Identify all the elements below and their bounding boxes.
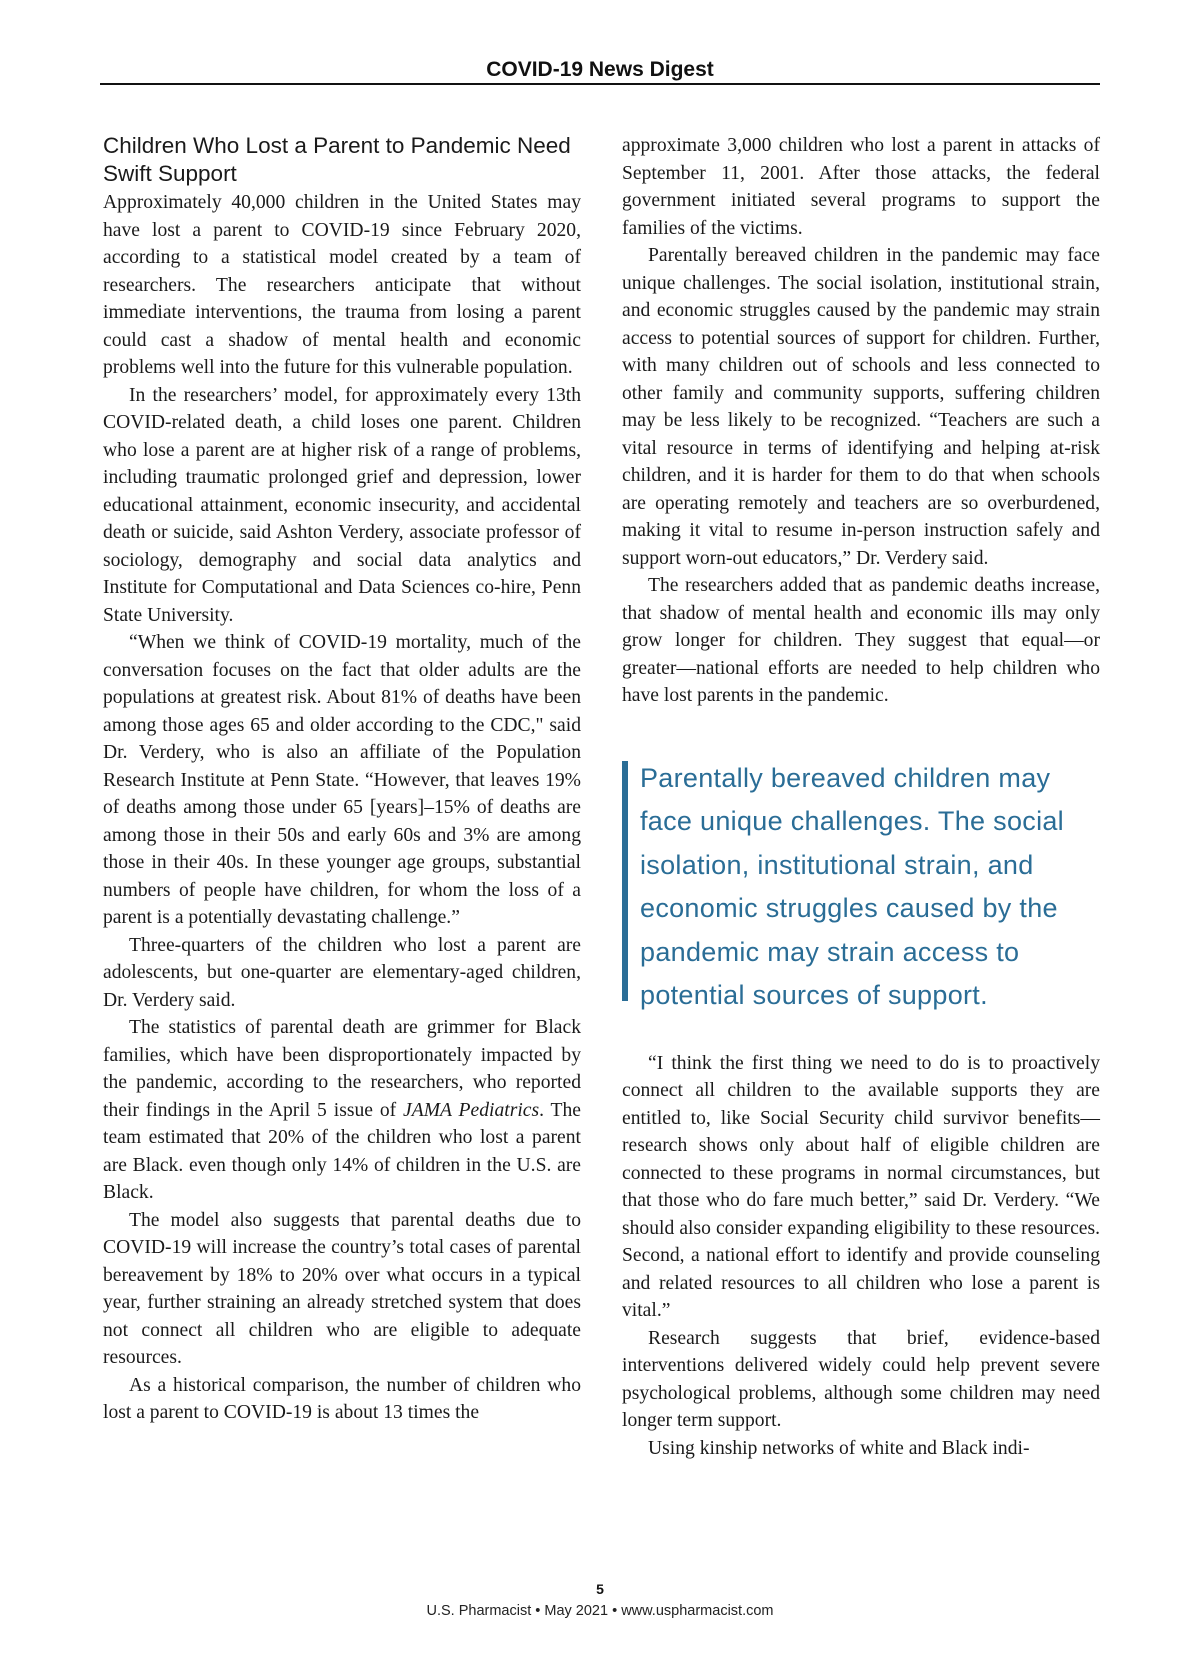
pull-quote-bar — [622, 761, 628, 1001]
article-paragraph: In the researchers’ model, for approximately every 13th COVID-related death, a child loses one parent. Children who lose a parent are at higher risk of a range of problems, including traumatic prolonged grief and depression, lower educational attainment, economic insecurity, and accidental death or suicide, said Ashton Verdery, associate professor of sociology, demography and social data analytics and Institute for Computational and Data Sciences co-hire, Penn State University. — [103, 384, 581, 626]
pull-quote-text: Parentally bereaved children may face unique challenges. The social isolation, institutional strain, and economic struggles caused by the pandemic may strain access to potential sources of support. — [640, 762, 1064, 1010]
article-paragraph: Three-quarters of the children who lost a parent are adolescents, but one-quarter are elementary-aged children, Dr. Verdery said. — [103, 934, 581, 1011]
article-paragraph: “When we think of COVID-19 mortality, much of the conversation focuses on the fact that older adults are the populations at greatest risk. About 81% of deaths have been among those ages 65 and older according to the CDC," said Dr. Verdery, who is also an affiliate of the Population Research Institute at Penn State. “However, that leaves 19% of deaths among those under 65 [years]–15% of deaths are among those in their 50s and early 60s and 3% are among those in their 40s. In these younger age groups, substantial numbers of people have children, for whom the loss of a parent is a potentially devastating challenge.” — [103, 632, 581, 928]
article-title: Children Who Lost a Parent to Pandemic Need Swift Support — [103, 133, 571, 186]
pull-quote — [622, 757, 1100, 1018]
article-paragraph: Research suggests that brief, evidence-based interventions delivered widely could help prevent severe psychological problems, although some children may need longer term support. — [622, 1327, 1100, 1431]
paragraph-text: . The team estimated that 20% of the children who lost a parent are Black. even though only 14% of children in the U.S. are Black. — [103, 1099, 581, 1203]
paragraph-text: The statistics of parental death are grimmer for Black families, which have been disproportionately impacted by the pandemic, according to the researchers, who reported their findings in the April 5 issue of — [103, 1017, 581, 1121]
article-paragraph: “I think the first thing we need to do is to proactively connect all children to the available supports they are entitled to, like Social Security child survivor benefits—research shows only about half of eligible children are connected to these programs in normal circumstances, but that those who do fare much better,” said Dr. Verdery. “We should also consider expanding eligibility to these resources. Second, a national effort to identify and provide counseling and related resources to all children who lose a parent is vital.” — [622, 1052, 1100, 1321]
article-paragraph: Parentally bereaved children in the pandemic may face unique challenges. The social isolation, institutional strain, and economic struggles caused by the pandemic may strain access to potential sources of support for children. Further, with many children out of schools and less connected to other family and community supports, suffering children may be less likely to be recognized. “Teachers are such a vital resource in terms of identifying and helping at-risk children, and it is harder for them to do that when schools are operating remotely and teachers are so overburdened, making it vital to resume in-person instruction safely and support worn-out educators,” Dr. Verdery said. — [622, 245, 1100, 569]
article-paragraph: Using kinship networks of white and Black indi- — [648, 1437, 1030, 1459]
publication-header-title: COVID-19 News Digest — [486, 58, 714, 81]
article-paragraph: As a historical comparison, the number of children who lost a parent to COVID-19 is about 13 times the — [103, 1374, 581, 1423]
left-column — [103, 132, 581, 1427]
article-paragraph: approximate 3,000 children who lost a parent in attacks of September 11, 2001. After those attacks, the federal government initiated several programs to support the families of the victims. — [622, 135, 1100, 239]
article-paragraph: Approximately 40,000 children in the United States may have lost a parent to COVID-19 since February 2020, according to a statistical model created by a team of researchers. The researchers anticipate that without immediate interventions, the trauma from losing a parent could cast a shadow of mental health and economic problems well into the future for this vulnerable population. — [103, 192, 581, 378]
right-column — [622, 132, 1100, 1462]
article-paragraph: The researchers added that as pandemic deaths increase, that shadow of mental health and economic ills may only grow longer for children. They suggest that equal—or greater—national efforts are needed to help children who have lost parents in the pandemic. — [622, 575, 1100, 706]
journal-name: JAMA Pediatrics — [403, 1099, 540, 1121]
article-paragraph: The model also suggests that parental deaths due to COVID-19 will increase the country’s total cases of parental bereavement by 18% to 20% over what occurs in a typical year, further straining an already stretched system that does not connect all children who are eligible to adequate resources. — [103, 1209, 581, 1368]
header-rule — [100, 83, 1100, 85]
page-number: 5 — [596, 1581, 604, 1597]
footer-publication-line: U.S. Pharmacist • May 2021 • www.uspharmacist.com — [426, 1603, 774, 1619]
article-paragraph — [103, 1014, 581, 1207]
